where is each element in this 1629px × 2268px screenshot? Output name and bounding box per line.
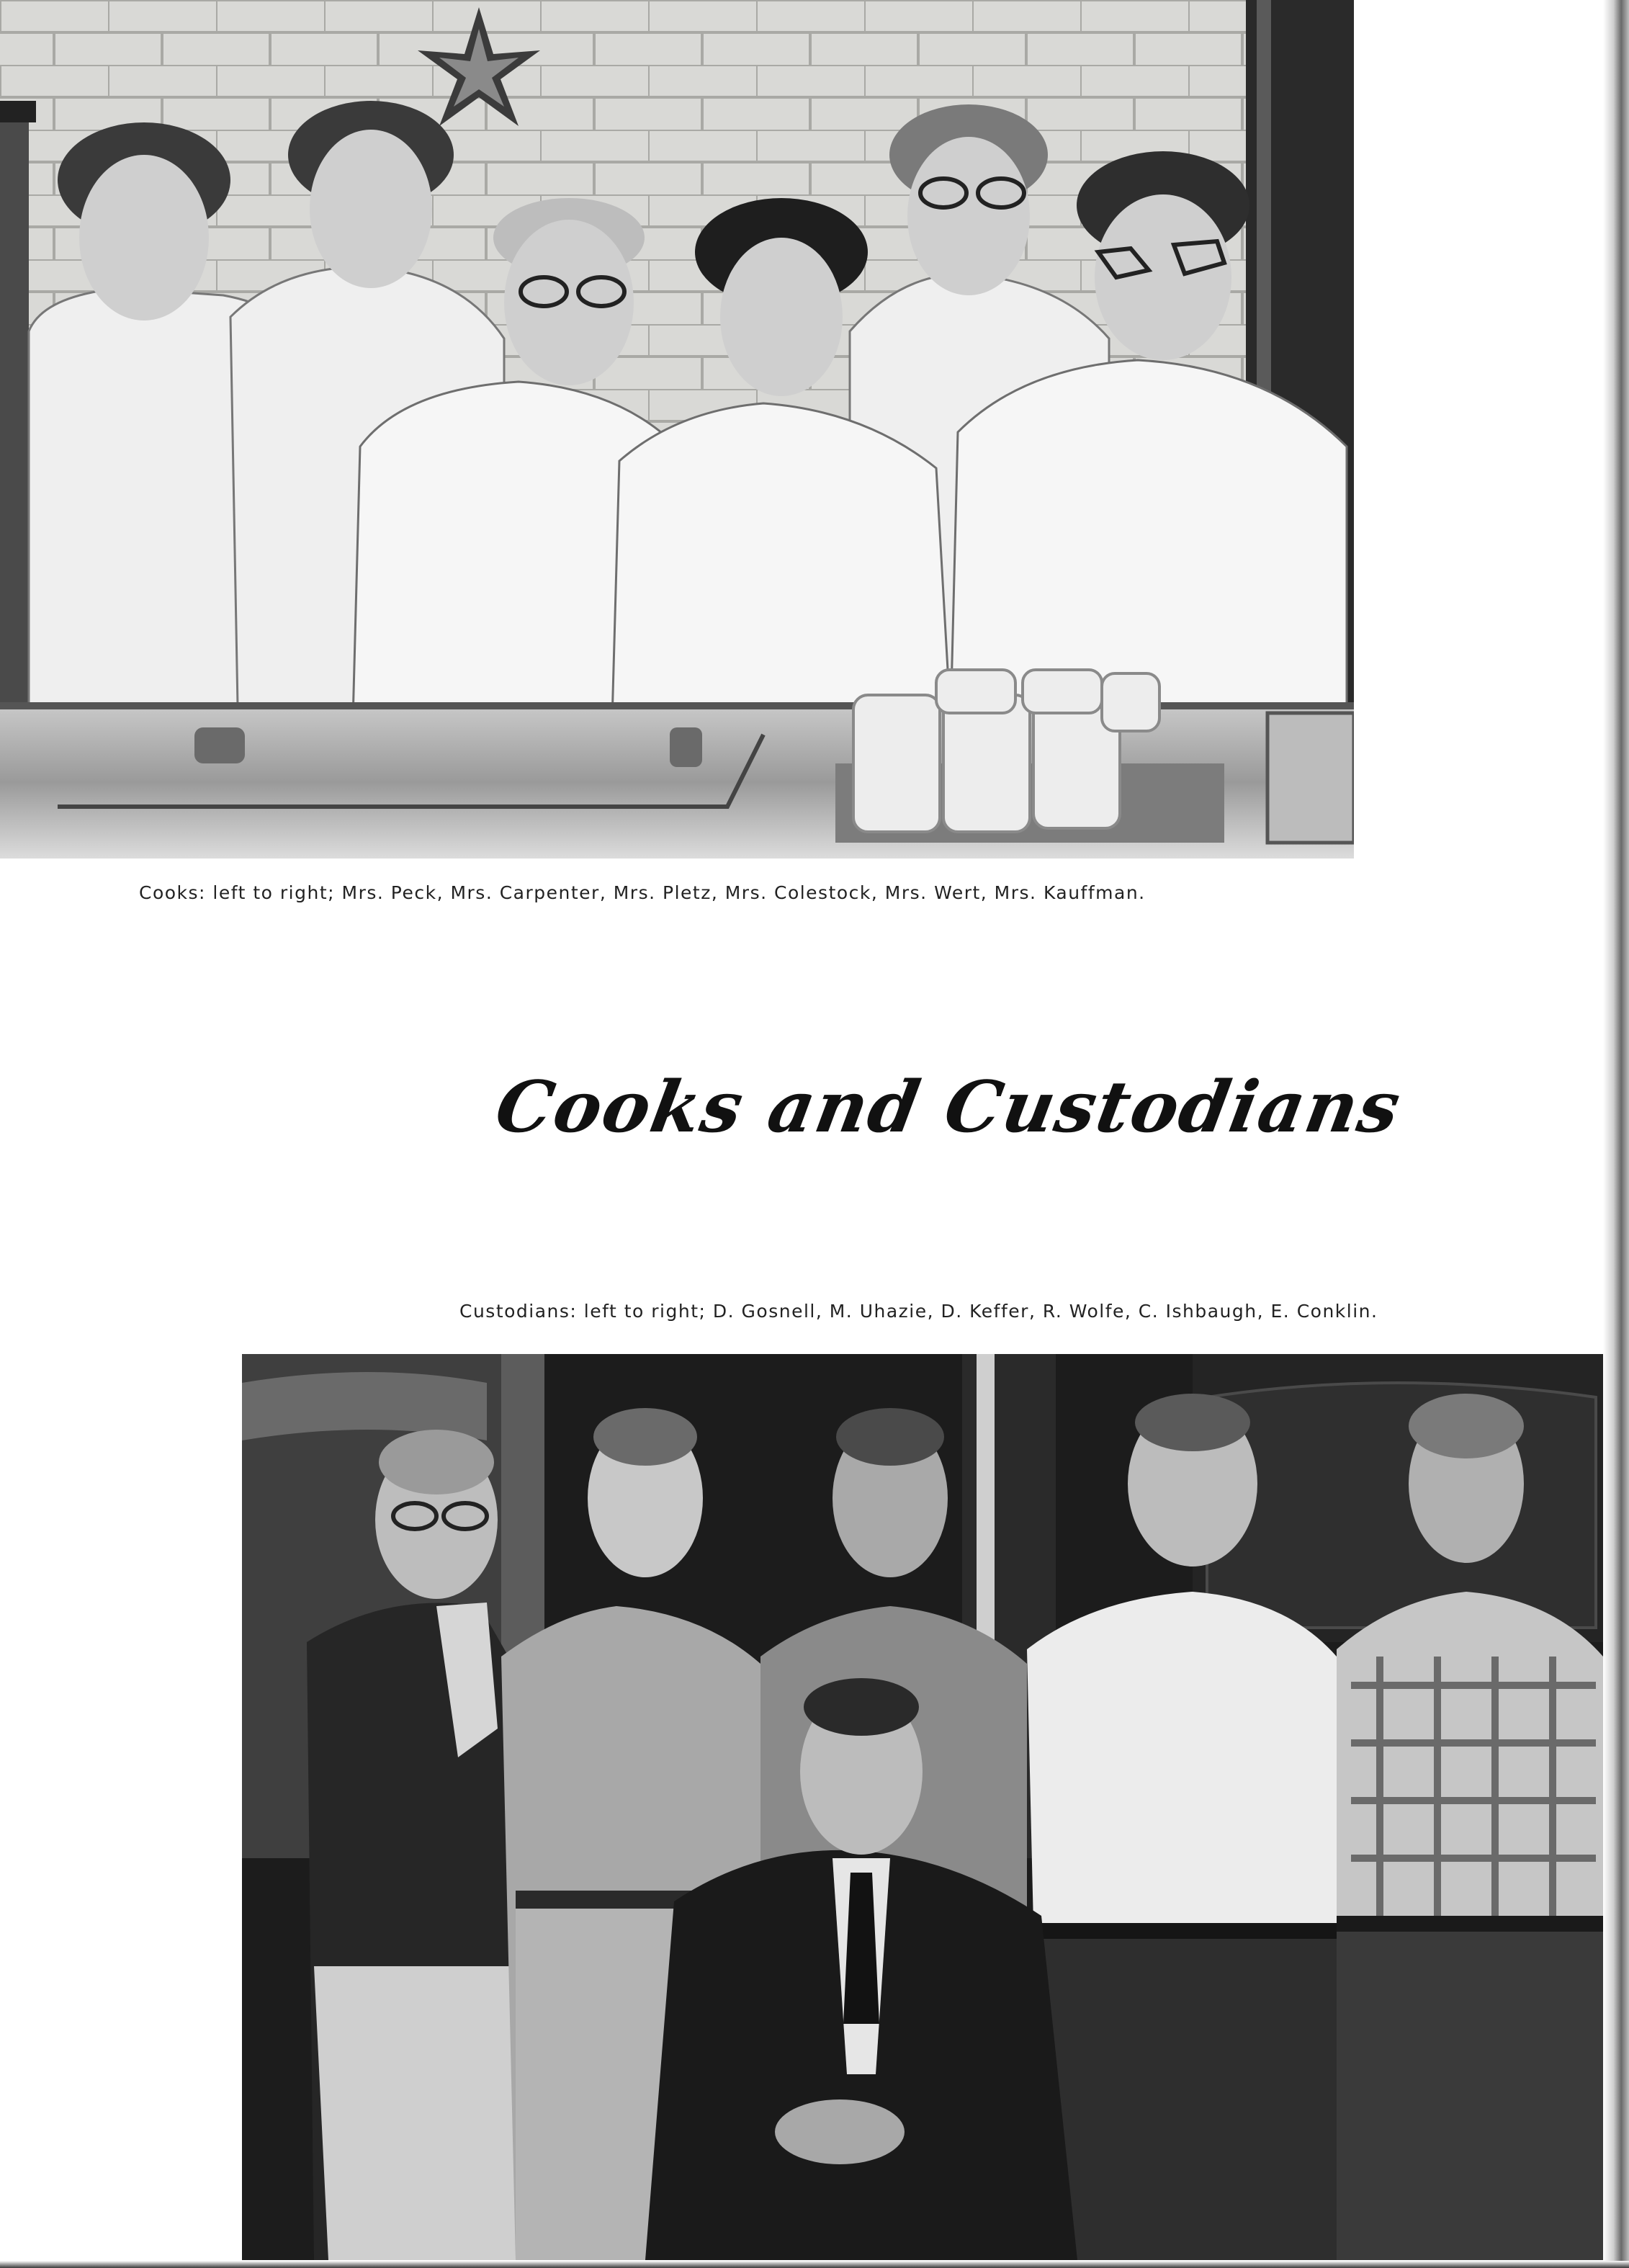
cooks-caption: Cooks: left to right; Mrs. Peck, Mrs. Carpenter, Mrs. Pletz, Mrs. Colestock, Mrs. Wert, Mrs. Kauffman. (139, 882, 1146, 903)
cooks-photo (0, 0, 1354, 859)
binding-shadow (1603, 0, 1629, 2268)
custodians-photo (242, 1354, 1613, 2260)
custodians-caption: Custodians: left to right; D. Gosnell, M. Uhazie, D. Keffer, R. Wolfe, C. Ishbaugh, E. Conklin. (459, 1301, 1378, 1322)
scan-bottom-edge (0, 2261, 1629, 2268)
page-title: Cooks and Custodians (489, 1066, 1408, 1149)
